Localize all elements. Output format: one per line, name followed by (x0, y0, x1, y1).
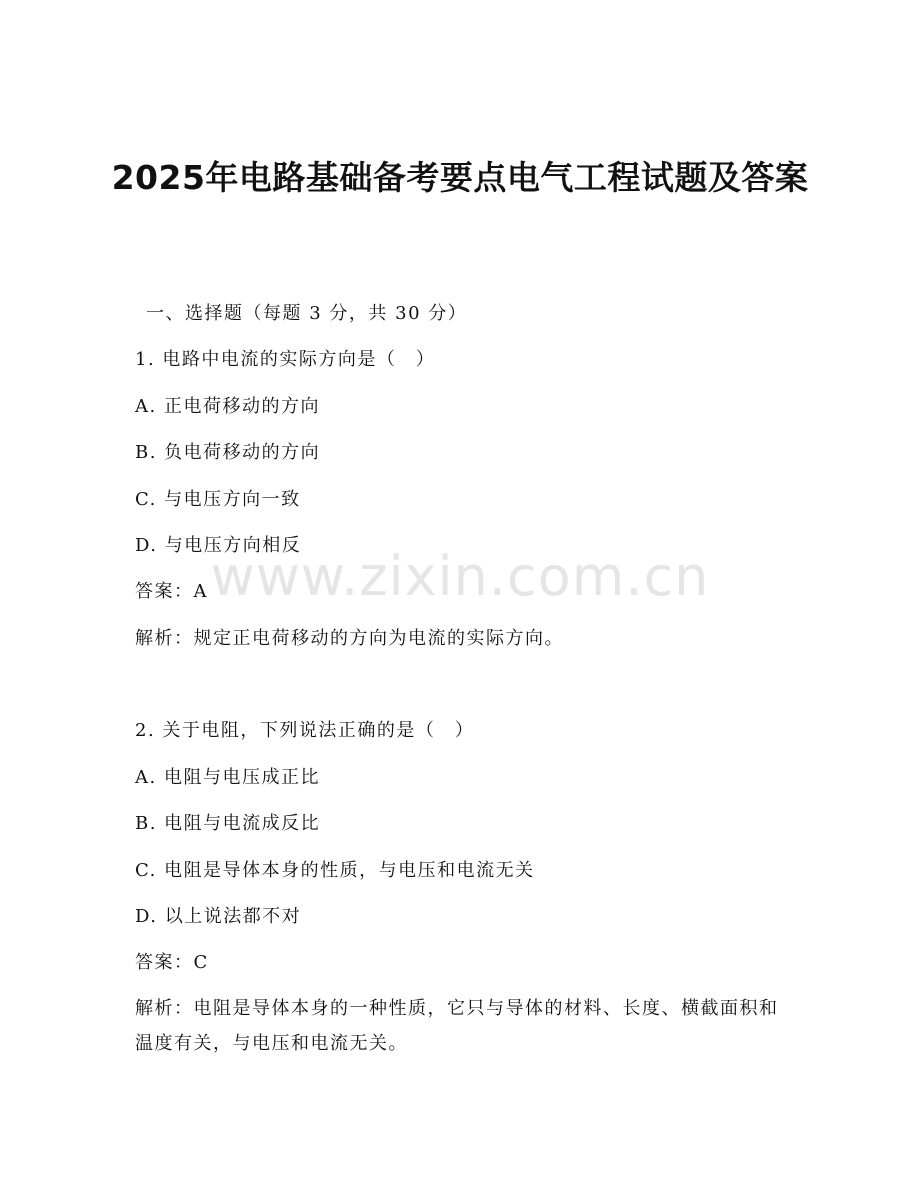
question-2-option-a: A. 电阻与电压成正比 (135, 767, 320, 788)
question-2-analysis: 解析：电阻是导体本身的一种性质，它只与导体的材料、长度、横截面积和温度有关，与电压和电流无关。 (135, 998, 779, 1054)
question-1-option-b: B. 负电荷移动的方向 (135, 442, 321, 463)
watermark: www.zixin.com.cn (210, 545, 710, 608)
document-title: 2025年电路基础备考要点电气工程试题及答案 (111, 158, 809, 197)
question-1-option-d: D. 与电压方向相反 (135, 535, 302, 556)
question-2-option-c: C. 电阻是导体本身的性质，与电压和电流无关 (135, 860, 535, 881)
question-1-answer: 答案：A (135, 581, 208, 602)
question-1-option-c: C. 与电压方向一致 (135, 489, 301, 510)
question-2-answer: 答案：C (135, 952, 209, 973)
section-heading: 一、选择题（每题 3 分，共 30 分） (146, 303, 468, 324)
question-1-stem: 1. 电路中电流的实际方向是（ ） (135, 349, 436, 370)
question-2-option-b: B. 电阻与电流成反比 (135, 813, 321, 834)
question-1-option-a: A. 正电荷移动的方向 (135, 396, 320, 417)
question-2-option-d: D. 以上说法都不对 (135, 906, 302, 927)
question-2-stem: 2. 关于电阻，下列说法正确的是（ ） (135, 720, 475, 741)
question-1-analysis: 解析：规定正电荷移动的方向为电流的实际方向。 (135, 628, 564, 649)
